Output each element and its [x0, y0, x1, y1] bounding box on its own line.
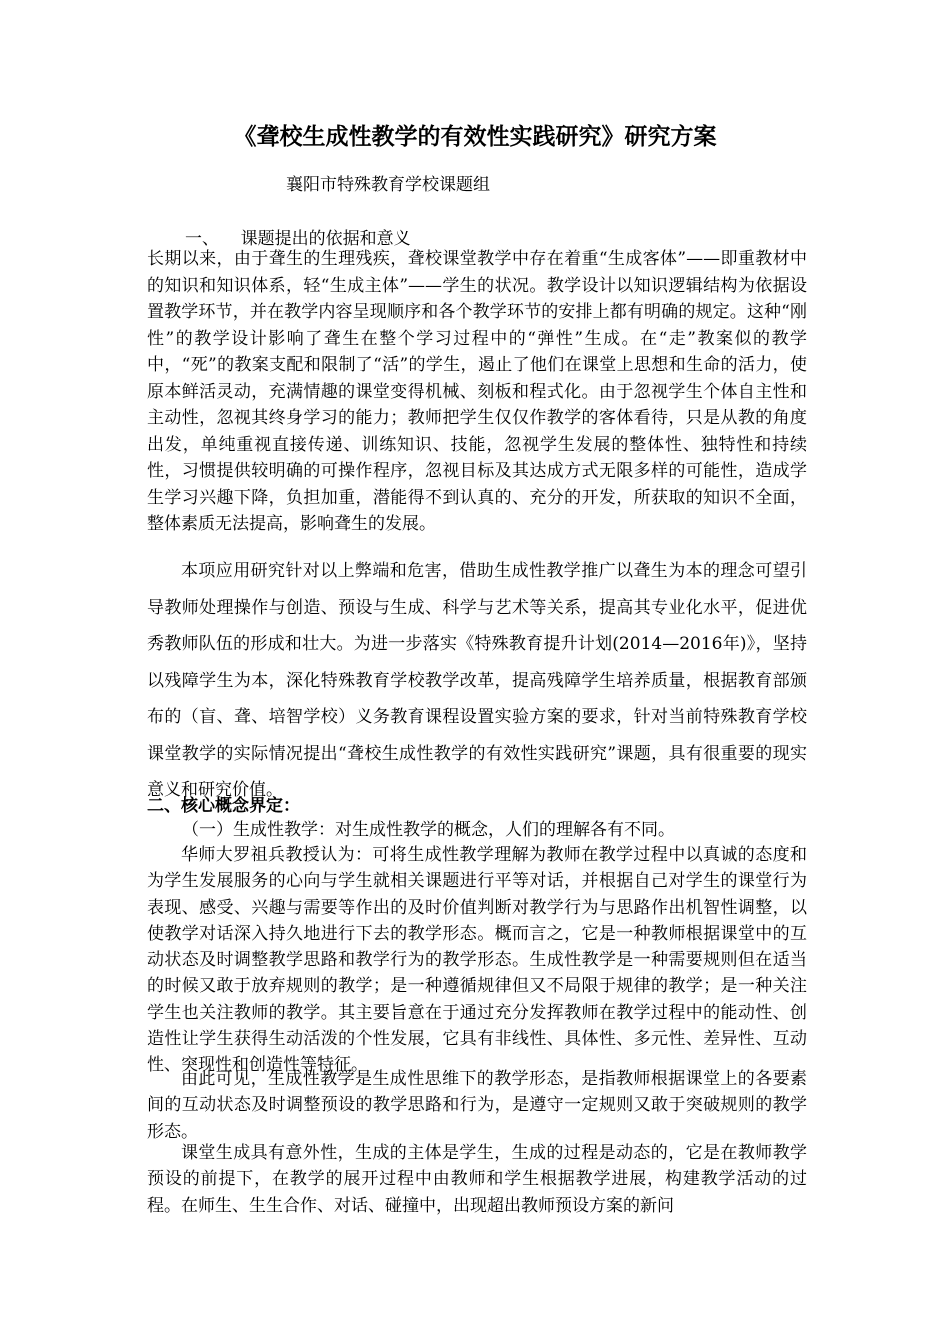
section-2-paragraph-2: 由此可见，生成性教学是生成性思维下的教学形态，是指教师根据课堂上的各要素间的互动状态及时调整预设的教学思路和行为，是遵守一定规则又敢于突破规则的教学形态。 — [147, 1069, 807, 1142]
section-2-paragraph-3: 课堂生成具有意外性，生成的主体是学生，生成的过程是动态的，它是在教师教学预设的前提下，在教学的展开过程中由教师和学生根据教学进展，构建教学活动的过程。在师生、生生合作、对话、碰撞中，出现超出教师预设方案的新问 — [147, 1143, 807, 1216]
section-1-paragraph-2: 本项应用研究针对以上弊端和危害，借助生成性教学推广以聋生为本的理念可望引导教师处理操作与创造、预设与生成、科学与艺术等关系，提高其专业化水平，促进优秀教师队伍的形成和壮大。为进一步落实《特殊教育提升计划(2014—2016年)》，坚持以残障学生为本，深化特殊教育学校教学改革，提高残障学生培养质量，根据教育部颁布的（盲、聋、培智学校）义务教育课程设置实验方案的要求，针对当前特殊教育学校课堂教学的实际情况提出“聋校生成性教学的有效性实践研究”课题，具有很重要的现实意义和研究价值。 — [147, 561, 807, 800]
section-1-heading: 一、 课题提出的依据和意义 — [185, 229, 411, 249]
section-2-paragraph-1: 华师大罗祖兵教授认为：可将生成性教学理解为教师在教学过程中以真诚的态度和为学生发展服务的心向与学生就相关课题进行平等对话，并根据自己对学生的课堂行为表现、感受、兴趣与需要等作出的及时价值判断对教学行为与思路作出机智性调整，以使教学对话深入持久地进行下去的教学形态。概而言之，它是一种教师根据课堂中的互动状态及时调整教学思路和教学行为的教学形态。生成性教学是一种需要规则但在适当的时候又敢于放弃规则的教学；是一种遵循规律但又不局限于规律的教学；是一种关注学生也关注教师的教学。其主要旨意在于通过充分发挥教师在教学过程中的能动性、创造性让学生获得生动活泼的个性发展，它具有非线性、具体性、多元性、差异性、互动性、突现性和创造性等特征。 — [147, 845, 807, 1076]
document-author: 襄阳市特殊教育学校课题组 — [286, 175, 490, 195]
section-2-subheading-1: （一）生成性教学：对生成性教学的概念，人们的理解各有不同。 — [182, 820, 675, 840]
document-title: 《聋校生成性教学的有效性实践研究》研究方案 — [233, 123, 717, 150]
section-2-heading: 二、核心概念界定： — [147, 796, 300, 816]
section-1-paragraph-1: 长期以来，由于聋生的生理残疾，聋校课堂教学中存在着重“生成客体”——即重教材中的知识和知识体系，轻“生成主体”——学生的状况。教学设计以知识逻辑结构为依据设置教学环节，并在教学内容呈现顺序和各个教学环节的安排上都有明确的规定。这种“刚性”的教学设计影响了聋生在整个学习过程中的“弹性”生成。在“走”教案似的教学中，“死”的教案支配和限制了“活”的学生，遏止了他们在课堂上思想和生命的活力，使原本鲜活灵动，充满情趣的课堂变得机械、刻板和程式化。由于忽视学生个体自主性和主动性，忽视其终身学习的能力；教师把学生仅仅作教学的客体看待，只是从教的角度出发，单纯重视直接传递、训练知识、技能，忽视学生发展的整体性、独特性和持续性，习惯提供较明确的可操作程序，忽视目标及其达成方式无限多样的可能性，造成学生学习兴趣下降，负担加重，潜能得不到认真的、充分的开发，所获取的知识不全面，整体素质无法提高，影响聋生的发展。 — [147, 249, 807, 534]
